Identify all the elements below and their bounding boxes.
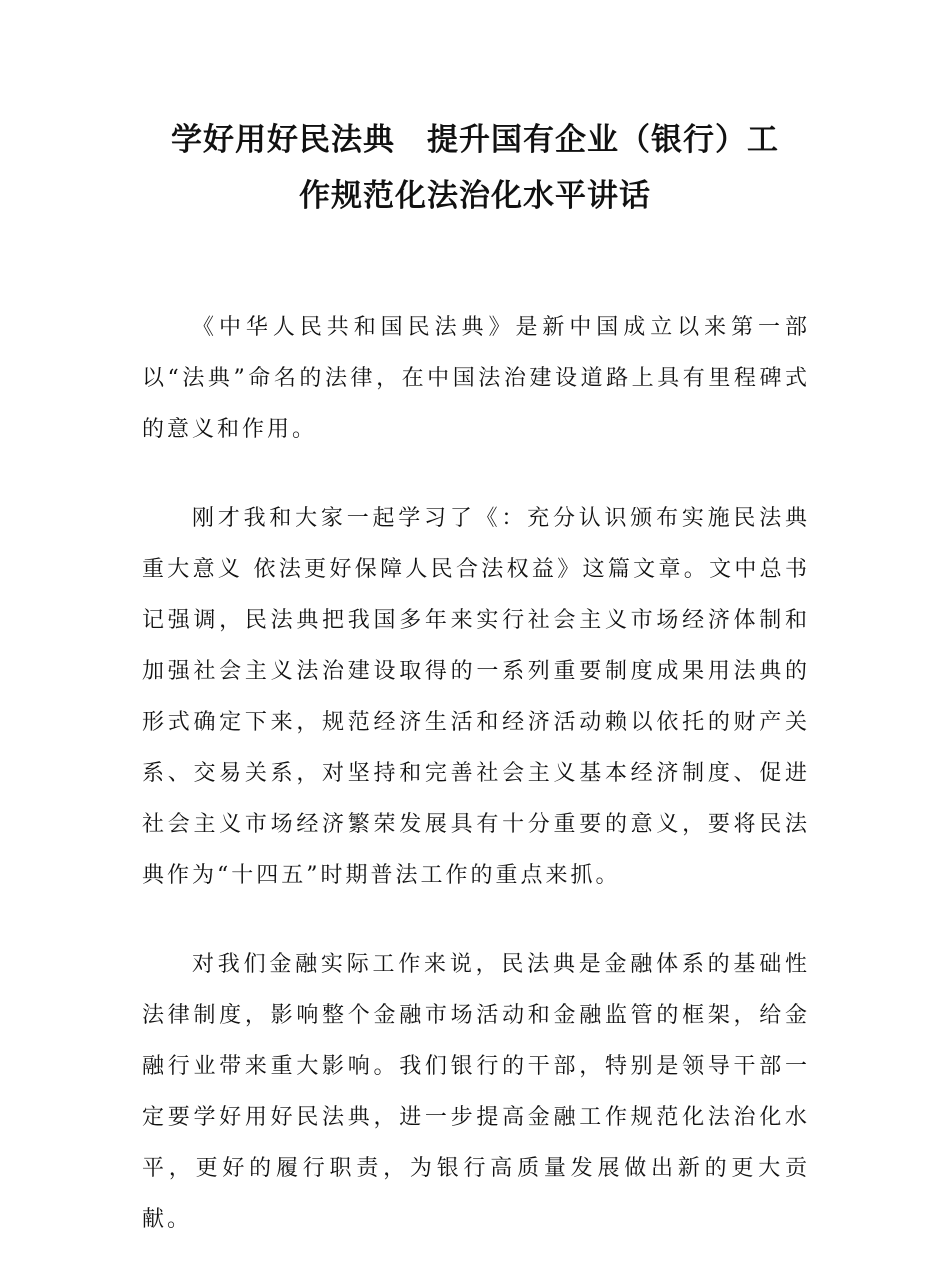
paragraph-1: 《中华人民共和国民法典》是新中国成立以来第一部以“法典”命名的法律，在中国法治建设道路上具有里程碑式的意义和作用。 <box>142 315 810 442</box>
title-line-1: 学好用好民法典 提升国有企业（银行）工 <box>171 122 779 158</box>
paragraph-2: 刚才我和大家一起学习了《：充分认识颁布实施民法典重大意义 依法更好保障人民合法权益》这篇文章。文中总书记强调，民法典把我国多年来实行社会主义市场经济体制和加强社会主义法治建设取得的一系列重要制度成果用法典的形式确定下来，规范经济生活和经济活动赖以依托的财产关系、交易关系，对坚持和完善社会主义基本经济制度、促进社会主义市场经济繁荣发展具有十分重要的意义，要将民法典作为“十四五”时期普法工作的重点来抓。 <box>142 506 810 888</box>
document-title <box>135 112 815 224</box>
paragraph-3: 对我们金融实际工作来说，民法典是金融体系的基础性法律制度，影响整个金融市场活动和金融监管的框架，给金融行业带来重大影响。我们银行的干部，特别是领导干部一定要学好用好民法典，进一步提高金融工作规范化法治化水平，更好的履行职责，为银行高质量发展做出新的更大贡献。 <box>142 952 810 1232</box>
document-body <box>142 302 810 1283</box>
title-line-2: 作规范化法治化水平讲话 <box>299 178 651 214</box>
